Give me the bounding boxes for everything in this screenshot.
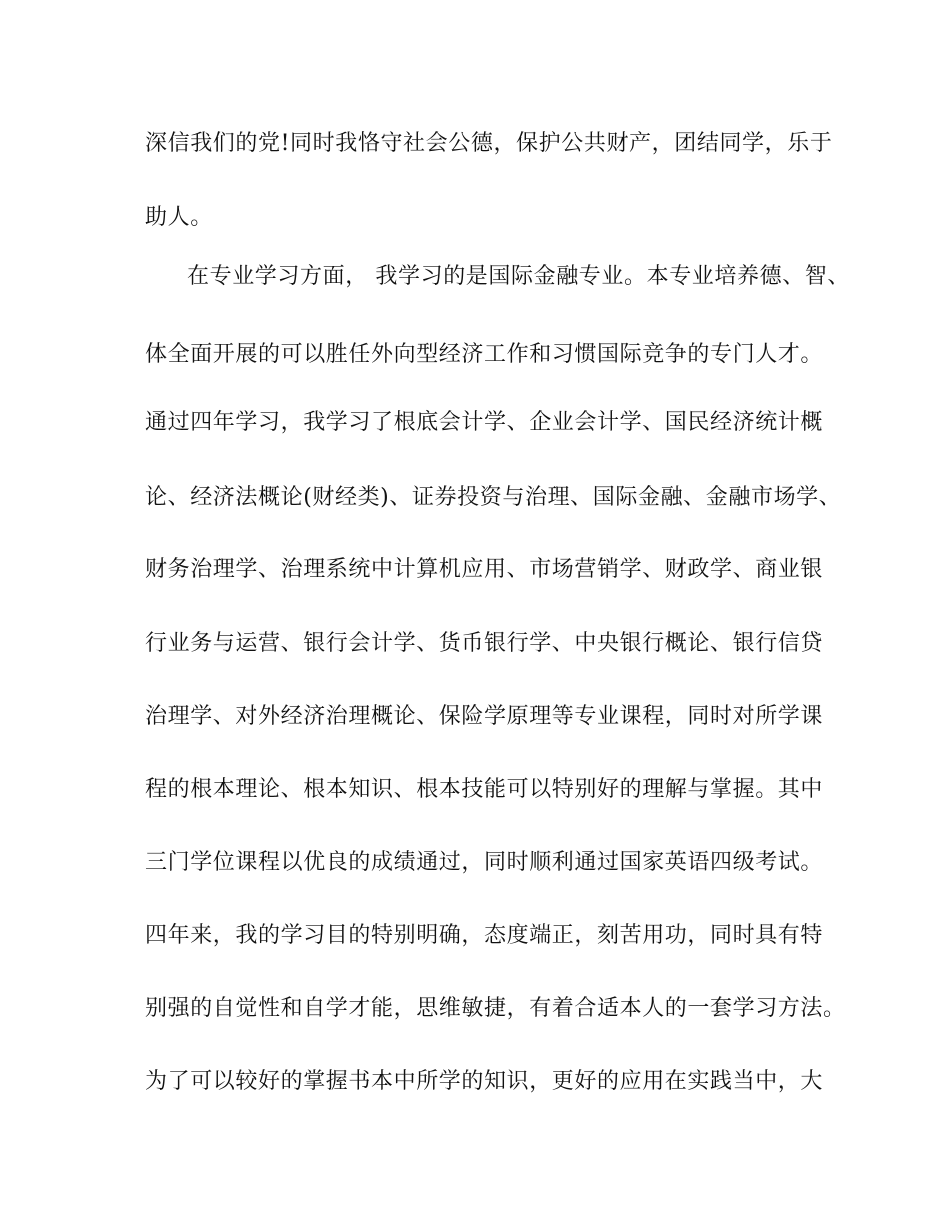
text-line-11: 三门学位课程以优良的成绩通过，同时顺利通过国家英语四级考试。 xyxy=(145,850,824,875)
text-line-1: 深信我们的党!同时我恪守社会公德，保护公共财产，团结同学，乐于 xyxy=(145,131,833,156)
text-line-7: 财务治理学、治理系统中计算机应用、市场营销学、财政学、商业银 xyxy=(145,557,824,582)
text-line-13: 别强的自觉性和自学才能，思维敏捷，有着合适本人的一套学习方法。 xyxy=(145,996,846,1021)
text-line-12: 四年来，我的学习目的特别明确，态度端正，刻苦用功，同时具有特 xyxy=(145,923,824,948)
text-line-4: 体全面开展的可以胜任外向型经济工作和习惯国际竞争的专门人才。 xyxy=(145,342,824,367)
text-line-8: 行业务与运营、银行会计学、货币银行学、中央银行概论、银行信贷 xyxy=(145,631,824,656)
text-line-5: 通过四年学习，我学习了根底会计学、企业会计学、国民经济统计概 xyxy=(145,410,824,435)
text-line-9: 治理学、对外经济治理概论、保险学原理等专业课程，同时对所学课 xyxy=(145,704,824,729)
text-line-10: 程的根本理论、根本知识、根本技能可以特别好的理解与掌握。其中 xyxy=(145,777,824,802)
text-line-2: 助人。 xyxy=(145,205,213,230)
text-line-6: 论、经济法概论(财经类)、证券投资与治理、国际金融、金融市场学、 xyxy=(145,485,842,510)
paragraph-start-line: 在专业学习方面， 我学习的是国际金融专业。本专业培养德、智、 xyxy=(187,264,850,289)
text-line-14: 为了可以较好的掌握书本中所学的知识，更好的应用在实践当中，大 xyxy=(145,1069,824,1094)
